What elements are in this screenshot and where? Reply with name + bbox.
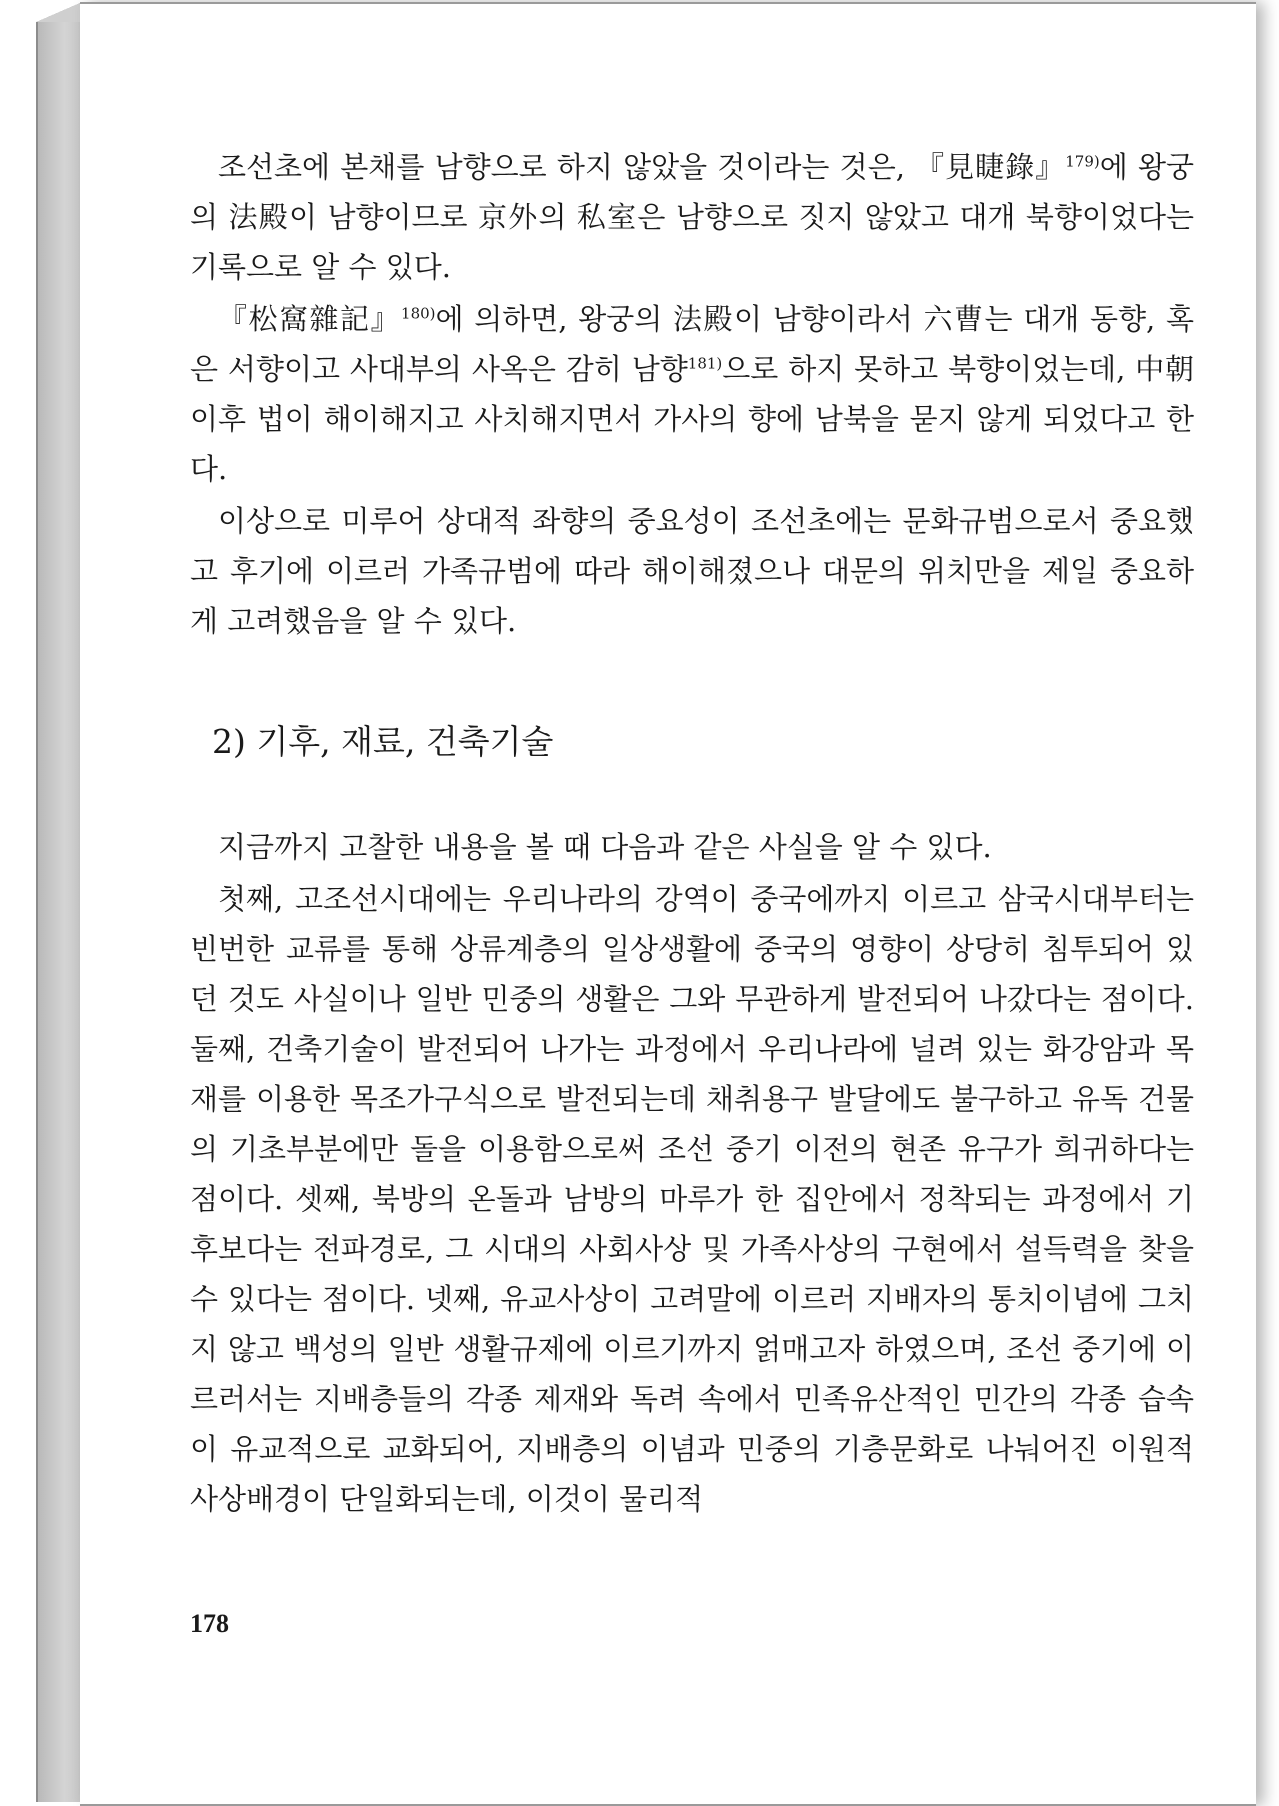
- footnote-ref-181: 181): [687, 354, 723, 373]
- paragraph-3: 이상으로 미루어 상대적 좌향의 중요성이 조선초에는 문화규범으로서 중요했고 후기에 이르러 가족규범에 따라 해이해졌으나 대문의 위치만을 제일 중요하게 고려했음을 알 수 있다.: [190, 504, 1194, 638]
- paragraph-2: [190, 294, 1194, 494]
- paragraph-text: 조선초에 본채를 남향으로 하지 않았을 것이라는 것은, 『見睫錄』: [218, 150, 1066, 184]
- page-content: [190, 142, 1194, 1524]
- footnote-ref-180: 180): [401, 304, 436, 323]
- book-page: [80, 2, 1256, 1806]
- book-spine-corner: [36, 2, 82, 22]
- section-heading: 2) 기후, 재료, 건축기술: [212, 722, 554, 761]
- paragraph-text: 『松窩雜記』: [218, 302, 402, 336]
- book-spine: [36, 4, 82, 1802]
- paragraph-text: 으로 하지 못하고 북향이었는데, 中朝 이후 법이 해이해지고 사치해지면서 가사의 향에 남북을 묻지 않게 되었다고 한다.: [190, 352, 1194, 486]
- page-number: 178: [190, 1609, 229, 1638]
- paragraph-text: 에 왕궁의 法殿이 남향이므로 京外의 私室은 남향으로 짓지 않았고 대개 북향이었다는 기록으로 알 수 있다.: [190, 150, 1194, 284]
- paragraph-5: 첫째, 고조선시대에는 우리나라의 강역이 중국에까지 이르고 삼국시대부터는 빈번한 교류를 통해 상류계층의 일상생활에 중국의 영향이 상당히 침투되어 있던 것도 사실이나 일반 민중의 생활은 그와 무관하게 발전되어 나갔다는 점이다. 둘째, 건축기술이 발전되어 나가는 과정에서 우리나라에 널려 있는 화강암과 목재를 이용한 목조가구식으로 발전되는데 채취용구 발달에도 불구하고 유독 건물의 기초부분에만 돌을 이용함으로써 조선 중기 이전의 현존 유구가 희귀하다는 점이다. 셋째, 북방의 온돌과 남방의 마루가 한 집안에서 정착되는 과정에서 기후보다는 전파경로, 그 시대의 사회사상 및 가족사상의 구현에서 설득력을 찾을 수 있다는 점이다. 넷째, 유교사상이 고려말에 이르러 지배자의 통치이념에 그치지 않고 백성의 일반 생활규제에 이르기까지 얽매고자 하였으며, 조선 중기에 이르러서는 지배층들의 각종 제재와 독려 속에서 민족유산적인 민간의 각종 습속이 유교적으로 교화되어, 지배층의 이념과 민중의 기층문화로 나눠어진 이원적 사상배경이 단일화되는데, 이것이 물리적: [190, 882, 1194, 1516]
- footnote-ref-179: 179): [1065, 152, 1100, 171]
- paragraph-4: 지금까지 고찰한 내용을 볼 때 다음과 같은 사실을 알 수 있다.: [218, 830, 992, 864]
- paragraph-1: [190, 142, 1194, 292]
- paragraph-text: 에 의하면, 왕궁의 法殿이 남향이라서 六曹는 대개 동향, 혹은 서향이고 사대부의 사옥은 감히 남향: [190, 302, 1194, 386]
